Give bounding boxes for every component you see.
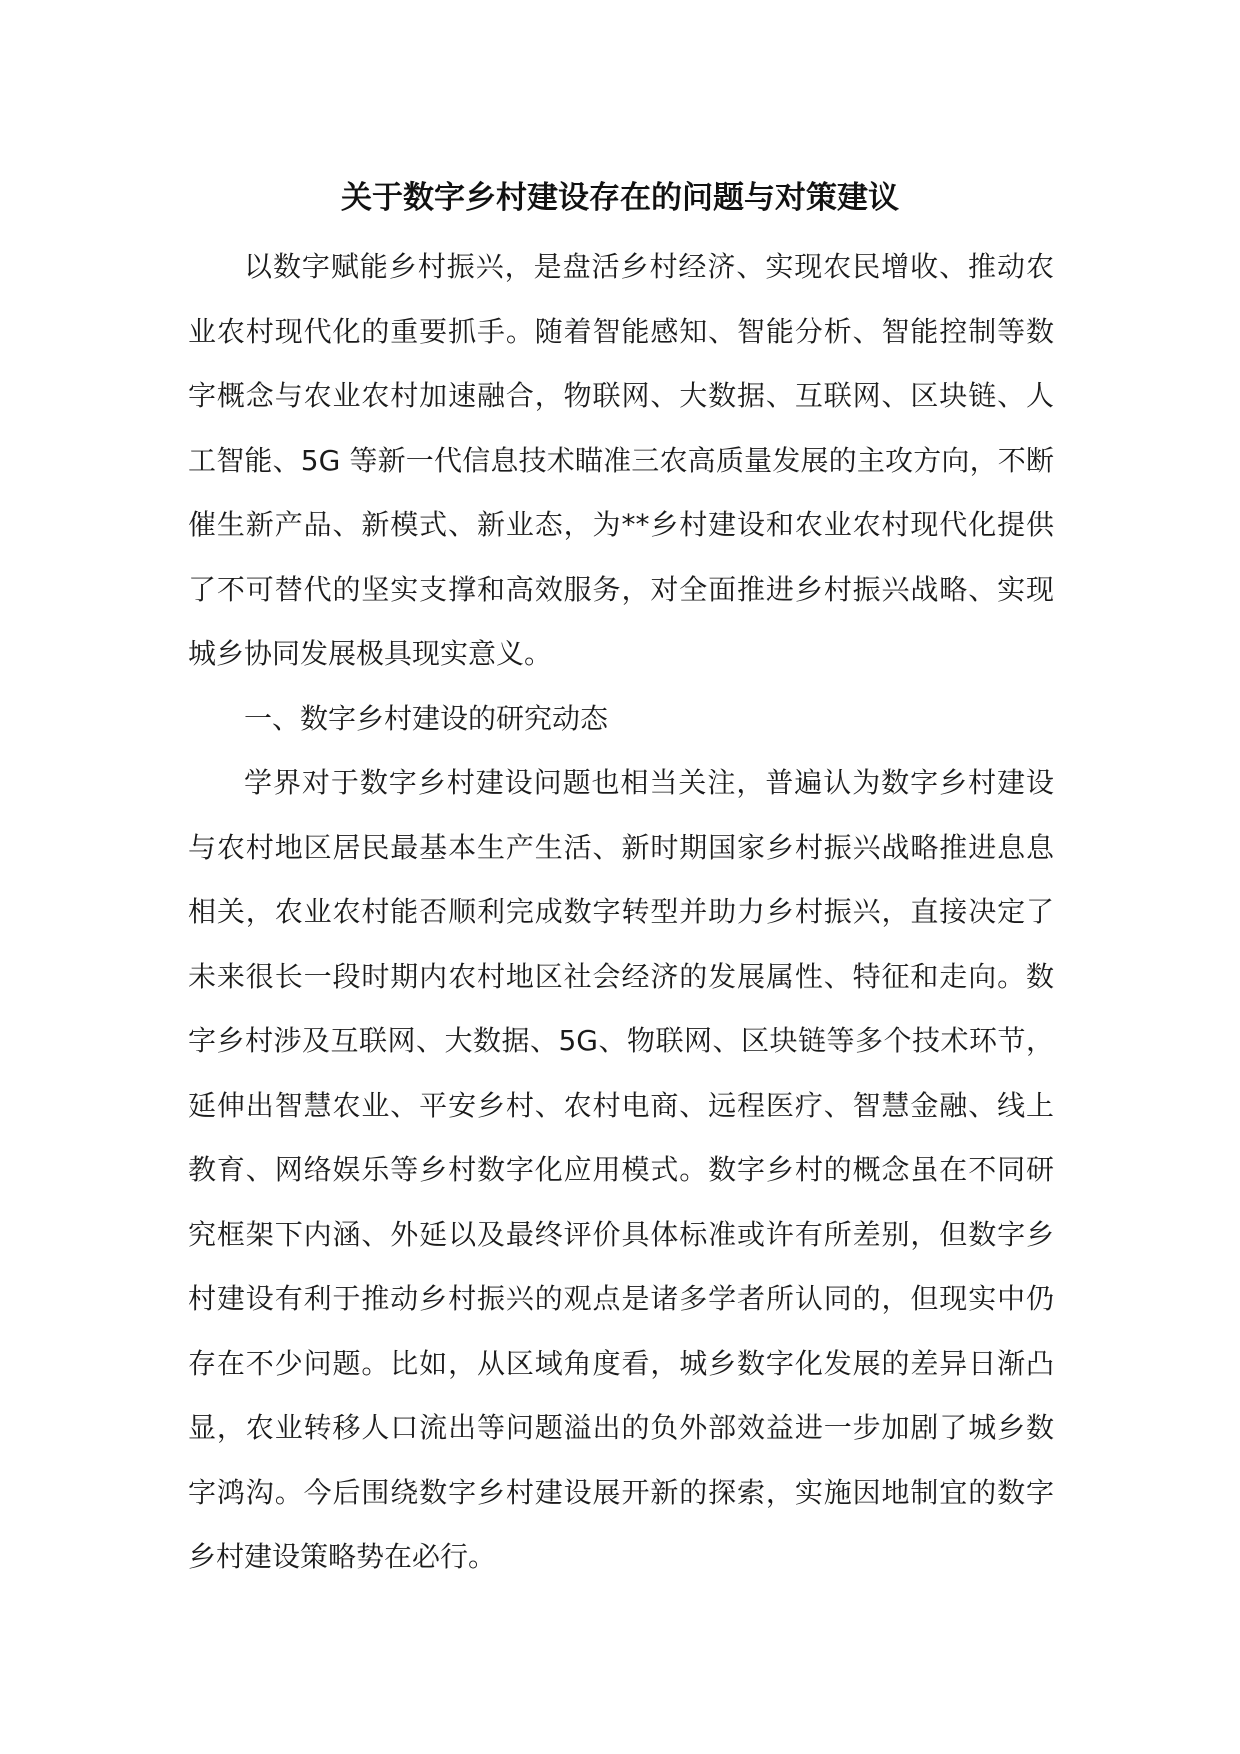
- section-paragraph: 学界对于数字乡村建设问题也相当关注，普遍认为数字乡村建设与农村地区居民最基本生产生活、新时期国家乡村振兴战略推进息息相关，农业农村能否顺利完成数字转型并助力乡村振兴，直接决定了未来很长一段时期内农村地区社会经济的发展属性、特征和走向。数字乡村涉及互联网、大数据、5G、物联网、区块链等多个技术环节，延伸出智慧农业、平安乡村、农村电商、远程医疗、智慧金融、线上教育、网络娱乐等乡村数字化应用模式。数字乡村的概念虽在不同研究框架下内涵、外延以及最终评价具体标准或许有所差别，但数字乡村建设有利于推动乡村振兴的观点是诸多学者所认同的，但现实中仍存在不少问题。比如，从区域角度看，城乡数字化发展的差异日渐凸显，农业转移人口流出等问题溢出的负外部效益进一步加剧了城乡数字鸿沟。今后围绕数字乡村建设展开新的探索，实施因地制宜的数字乡村建设策略势在必行。: [188, 766, 1054, 1573]
- document-body: [188, 235, 1054, 1590]
- document-title: 关于数字乡村建设存在的问题与对策建议: [341, 180, 899, 216]
- section-heading: 一、数字乡村建设的研究动态: [244, 701, 609, 735]
- intro-paragraph: 以数字赋能乡村振兴，是盘活乡村经济、实现农民增收、推动农业农村现代化的重要抓手。随着智能感知、智能分析、智能控制等数字概念与农业农村加速融合，物联网、大数据、互联网、区块链、人工智能、5G 等新一代信息技术瞄准三农高质量发展的主攻方向，不断催生新产品、新模式、新业态，为**乡村建设和农业农村现代化提供了不可替代的坚实支撑和高效服务，对全面推进乡村振兴战略、实现城乡协同发展极具现实意义。: [188, 250, 1054, 670]
